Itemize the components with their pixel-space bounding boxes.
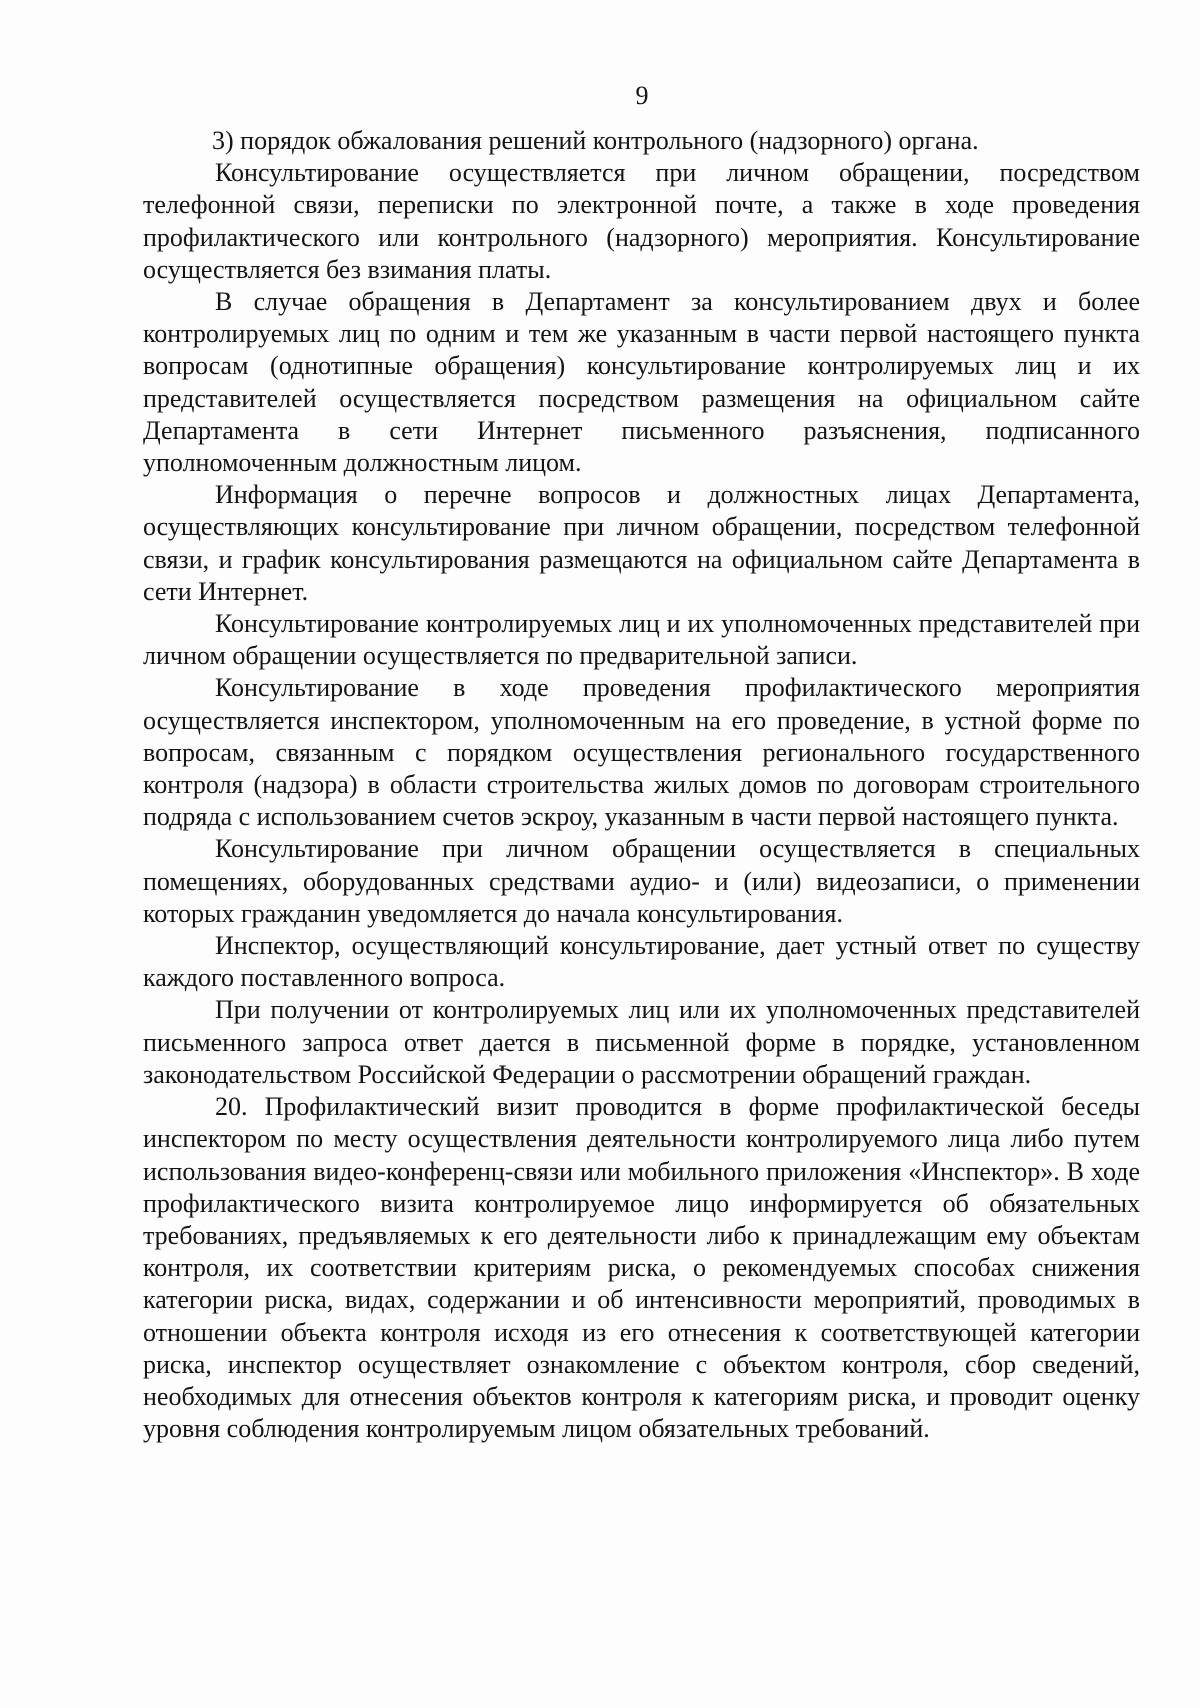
paragraph-consultation-methods: Консультирование осуществляется при личном обращении, посредством телефонной связи, переписки по электронной почте, а также в ходе проведения профилактического или контрольного (надзорного) мероприятия. Консультирование осуществляется без взимания платы.: [143, 158, 1140, 284]
paragraph-recording: Консультирование при личном обращении осуществляется в специальных помещениях, оборудованных средствами аудио- и (или) видеозаписи, о применении которых гражданин уведомляется до начала консультирования.: [143, 834, 1140, 928]
document-body: [143, 125, 1140, 1445]
paragraph-uniform-appeals: В случае обращения в Департамент за консультированием двух и более контролируемых лиц по одним и тем же указанным в части первой настоящего пункта вопросам (однотипные обращения) консультирование контролируемых лиц и их представителей осуществляется посредством размещения на официальном сайте Департамента в сети Интернет письменного разъяснения, подписанного уполномоченным должностным лицом.: [143, 287, 1140, 478]
paragraph-oral-answer: Инспектор, осуществляющий консультирование, дает устный ответ по существу каждого поставленного вопроса.: [143, 931, 1140, 993]
page-number: 9: [635, 81, 649, 110]
paragraph-appointment: Консультирование контролируемых лиц и их уполномоченных представителей при личном обращении осуществляется по предварительной записи.: [143, 609, 1140, 671]
paragraph-appeal-procedure: 3) порядок обжалования решений контрольного (надзорного) органа.: [212, 126, 979, 155]
paragraph-consultation-schedule: Информация о перечне вопросов и должностных лицах Департамента, осуществляющих консультирование при личном обращении, посредством телефонной связи, и график консультирования размещаются на официальном сайте Департамента в сети Интернет.: [143, 480, 1140, 606]
paragraph-written-request: При получении от контролируемых лиц или их уполномоченных представителей письменного запроса ответ дается в письменной форме в порядке, установленном законодательством Российской Федерации о рассмотрении обращений граждан.: [143, 995, 1140, 1089]
paragraph-preventive-consultation: Консультирование в ходе проведения профилактического мероприятия осуществляется инспектором, уполномоченным на его проведение, в устной форме по вопросам, связанным с порядком осуществления регионального государственного контроля (надзора) в области строительства жилых домов по договорам строительного подряда с использованием счетов эскроу, указанным в части первой настоящего пункта.: [143, 673, 1140, 832]
paragraph-preventive-visit: 20. Профилактический визит проводится в форме профилактической беседы инспектором по месту осуществления деятельности контролируемого лица либо путем использования видео-конференц-связи или мобильного приложения «Инспектор». В ходе профилактического визита контролируемое лицо информируется об обязательных требованиях, предъявляемых к его деятельности либо к принадлежащим ему объектам контроля, их соответствии критериям риска, о рекомендуемых способах снижения категории риска, видах, содержании и об интенсивности мероприятий, проводимых в отношении объекта контроля исходя из его отнесения к соответствующей категории риска, инспектор осуществляет ознакомление с объектом контроля, сбор сведений, необходимых для отнесения объектов контроля к категориям риска, и проводит оценку уровня соблюдения контролируемым лицом обязательных требований.: [143, 1092, 1140, 1444]
